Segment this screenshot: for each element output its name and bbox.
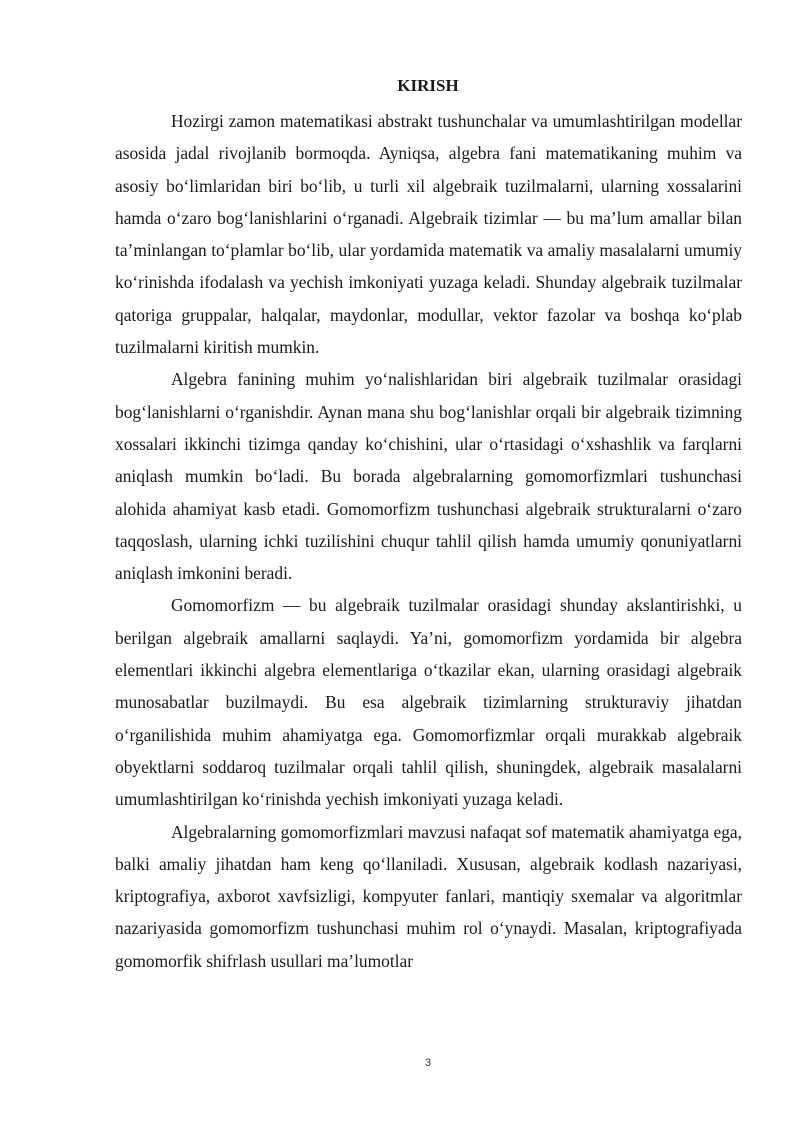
section-heading: KIRISH	[397, 76, 459, 95]
paragraph-4: Algebralarning gomomorfizmlari mavzusi nafaqat sof matematik ahamiyatga ega, balki amaliy jihatdan ham keng qoʻllaniladi. Xususan, algebraik kodlash nazariyasi, kriptografiya, axborot xavfsizligi, kompyuter fanlari, mantiqiy sxemalar va algoritmlar nazariyasida gomomorfizm tushunchasi muhim rol oʻynaydi. Masalan, kriptografiyada gomomorfik shifrlash usullari maʼlumotlar	[115, 821, 742, 971]
paragraph-3: Gomomorfizm — bu algebraik tuzilmalar orasidagi shunday akslantirishki, u berilgan algebraik amallarni saqlaydi. Yaʼni, gomomorfizm yordamida bir algebra elementlari ikkinchi algebra elementlariga oʻtkazilar ekan, ularning orasidagi algebraik munosabatlar buzilmaydi. Bu esa algebraik tizimlarning strukturaviy jihatdan oʻrganilishida muhim ahamiyatga ega. Gomomorfizmlar orqali murakkab algebraik obyektlarni soddaroq tuzilmalar orqali tahlil qilish, shuningdek, algebraik masalalarni umumlashtirilgan koʻrinishda yechish imkoniyati yuzaga keladi.	[115, 595, 742, 810]
page-number: 3	[424, 1057, 432, 1069]
paragraph-1: Hozirgi zamon matematikasi abstrakt tushunchalar va umumlashtirilgan modellar asosida jadal rivojlanib bormoqda. Ayniqsa, algebra fani matematikaning muhim va asosiy boʻlimlaridan biri boʻlib, u turli xil algebraik tuzilmalarni, ularning xossalarini hamda oʻzaro bogʻlanishlarini oʻrganadi. Algebraik tizimlar — bu maʼlum amallar bilan taʼminlangan toʻplamlar boʻlib, ular yordamida matematik va amaliy masalalarni umumiy koʻrinishda ifodalash va yechish imkoniyati yuzaga keladi. Shunday algebraik tuzilmalar qatoriga gruppalar, halqalar, maydonlar, modullar, vektor fazolar va boshqa koʻplab tuzilmalarni kiritish mumkin.	[115, 111, 742, 358]
body-text	[115, 105, 742, 977]
paragraph-2: Algebra fanining muhim yoʻnalishlaridan biri algebraik tuzilmalar orasidagi bogʻlanishlarni oʻrganishdir. Aynan mana shu bogʻlanishlar orqali bir algebraik tizimning xossalari ikkinchi tizimga qanday koʻchishini, ular oʻrtasidagi oʻxshashlik va farqlarni aniqlash mumkin boʻladi. Bu borada algebralarning gomomorfizmlari tushunchasi alohida ahamiyat kasb etadi. Gomomorfizm tushunchasi algebraik strukturalarni oʻzaro taqqoslash, ularning ichki tuzilishini chuqur tahlil qilish hamda umumiy qonuniyatlarni aniqlash imkonini beradi.	[115, 369, 742, 584]
